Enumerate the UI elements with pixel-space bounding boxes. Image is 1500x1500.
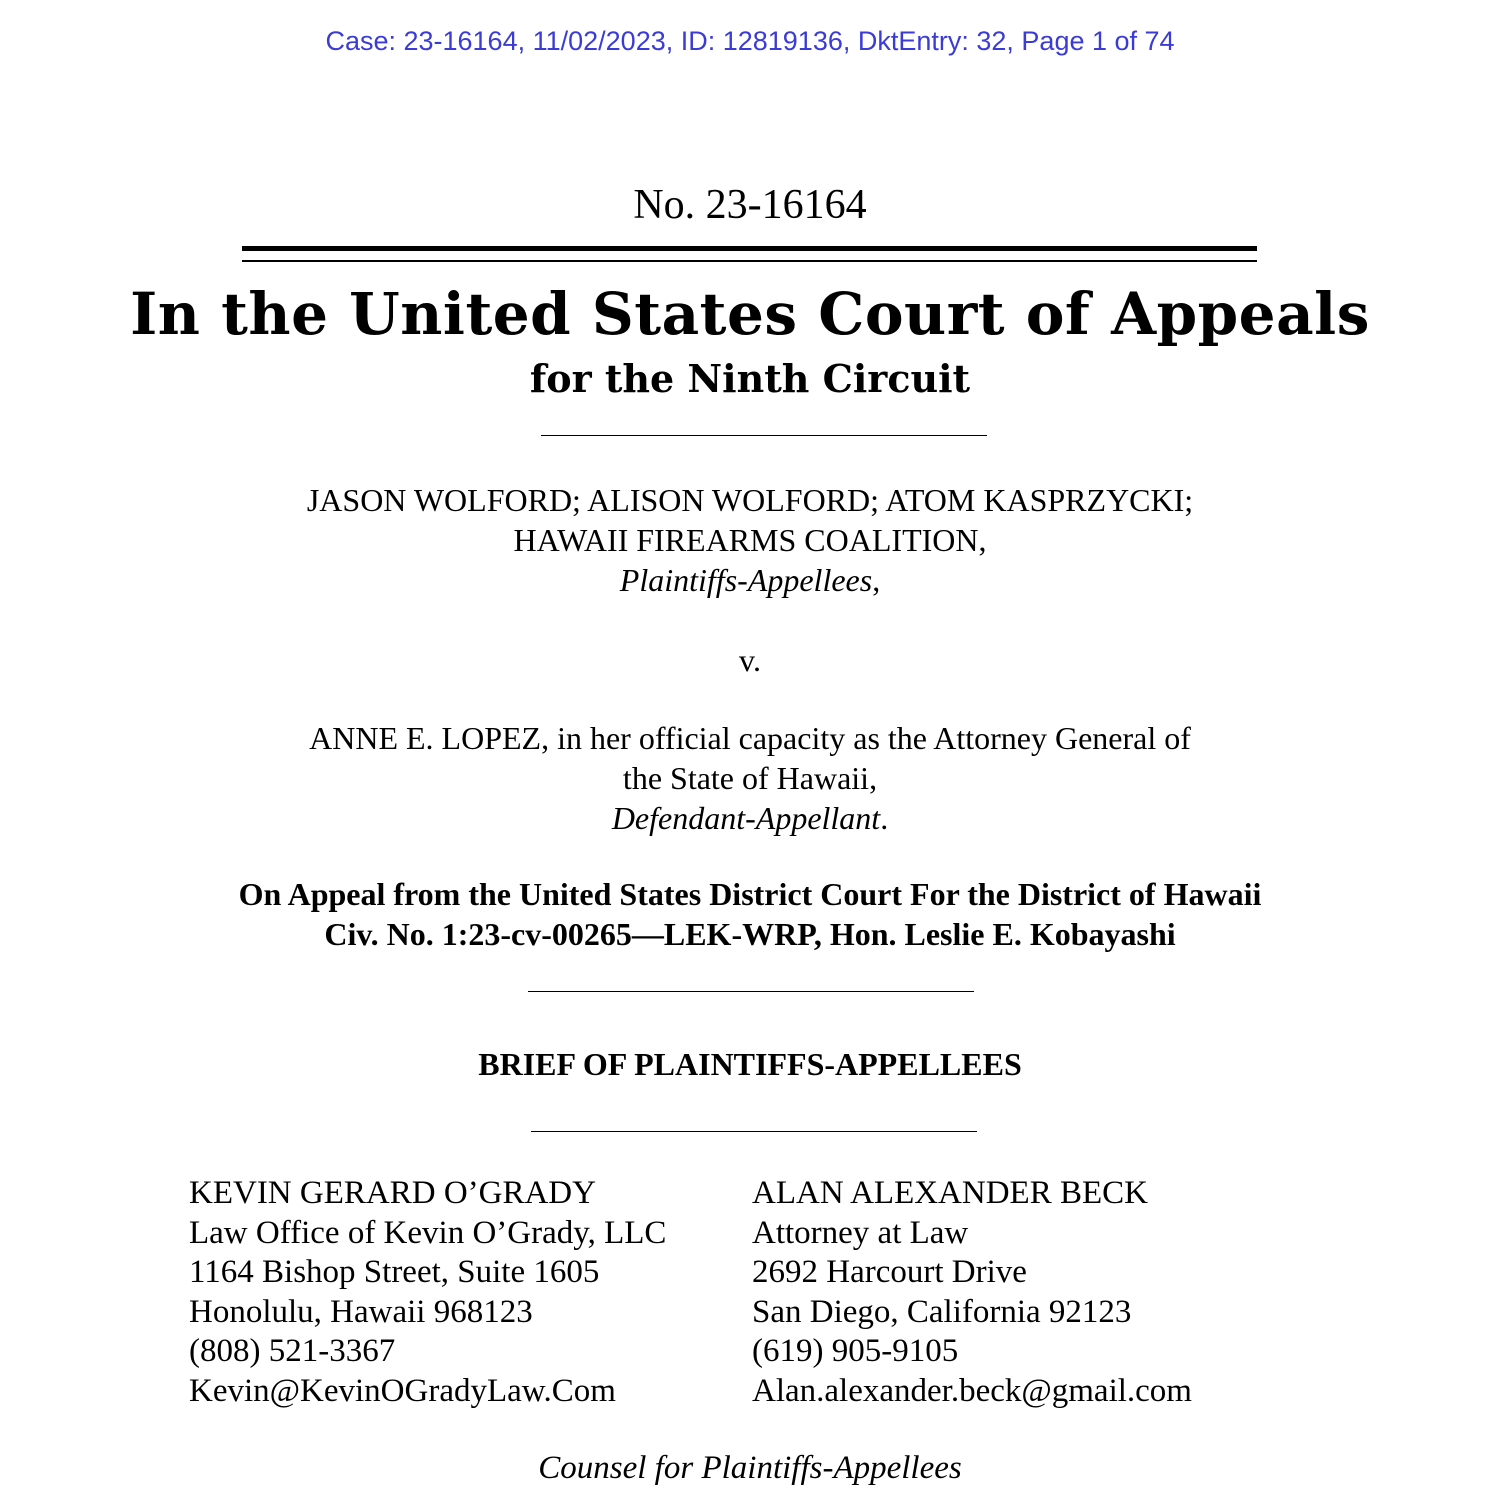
plaintiffs-block <box>0 480 1500 600</box>
section-divider <box>528 991 974 992</box>
court-title: In the United States Court of Appeals <box>130 280 1370 348</box>
counsel-right-block <box>752 1174 1192 1411</box>
defendant-role-text: Defendant-Appellant <box>611 800 881 836</box>
defendant-name-line: the State of Hawaii, <box>622 760 878 796</box>
plaintiffs-names-line: JASON WOLFORD; ALISON WOLFORD; ATOM KASPRZYCKI; <box>306 482 1194 518</box>
counsel-email: Kevin@KevinOGradyLaw.Com <box>189 1372 616 1409</box>
section-divider <box>531 1131 977 1132</box>
plaintiffs-names-line: HAWAII FIREARMS COALITION, <box>513 522 987 558</box>
brief-title: BRIEF OF PLAINTIFFS-APPELLEES <box>478 1046 1022 1082</box>
appeal-origin: On Appeal from the United States District Court For the District of Hawaii <box>238 876 1262 912</box>
versus: v. <box>739 642 761 678</box>
court-subtitle: for the Ninth Circuit <box>529 356 971 401</box>
counsel-firm: Attorney at Law <box>752 1214 969 1251</box>
defendant-block <box>0 718 1500 838</box>
counsel-city: Honolulu, Hawaii 968123 <box>189 1293 533 1330</box>
appeal-info <box>0 874 1500 954</box>
defendant-role-suffix: . <box>880 800 889 836</box>
title-rule-thick <box>242 246 1257 251</box>
counsel-name: KEVIN GERARD O’GRADY <box>189 1175 596 1211</box>
appeal-civil-number: Civ. No. 1:23-cv-00265—LEK-WRP, Hon. Leslie E. Kobayashi <box>324 916 1176 952</box>
defendant-role <box>0 798 1500 838</box>
plaintiffs-role-suffix: , <box>872 562 881 598</box>
counsel-email: Alan.alexander.beck@gmail.com <box>752 1372 1192 1409</box>
counsel-street: 1164 Bishop Street, Suite 1605 <box>189 1254 600 1290</box>
defendant-name-line: ANNE E. LOPEZ, in her official capacity as the Attorney General of <box>309 720 1191 756</box>
section-divider <box>541 435 987 436</box>
plaintiffs-role <box>0 560 1500 600</box>
counsel-street: 2692 Harcourt Drive <box>752 1254 1027 1290</box>
plaintiffs-role-text: Plaintiffs-Appellees <box>619 562 873 598</box>
counsel-footer: Counsel for Plaintiffs-Appellees <box>538 1450 962 1486</box>
counsel-firm: Law Office of Kevin O’Grady, LLC <box>189 1214 667 1251</box>
docket-header-stamp: Case: 23-16164, 11/02/2023, ID: 12819136, DktEntry: 32, Page 1 of 74 <box>325 26 1175 56</box>
counsel-city: San Diego, California 92123 <box>752 1293 1132 1330</box>
case-number: No. 23-16164 <box>633 182 867 228</box>
counsel-phone: (619) 905-9105 <box>752 1333 959 1369</box>
counsel-name: ALAN ALEXANDER BECK <box>752 1175 1148 1211</box>
title-rule-thin <box>242 260 1257 262</box>
counsel-phone: (808) 521-3367 <box>189 1333 396 1369</box>
counsel-left-block <box>189 1174 666 1411</box>
